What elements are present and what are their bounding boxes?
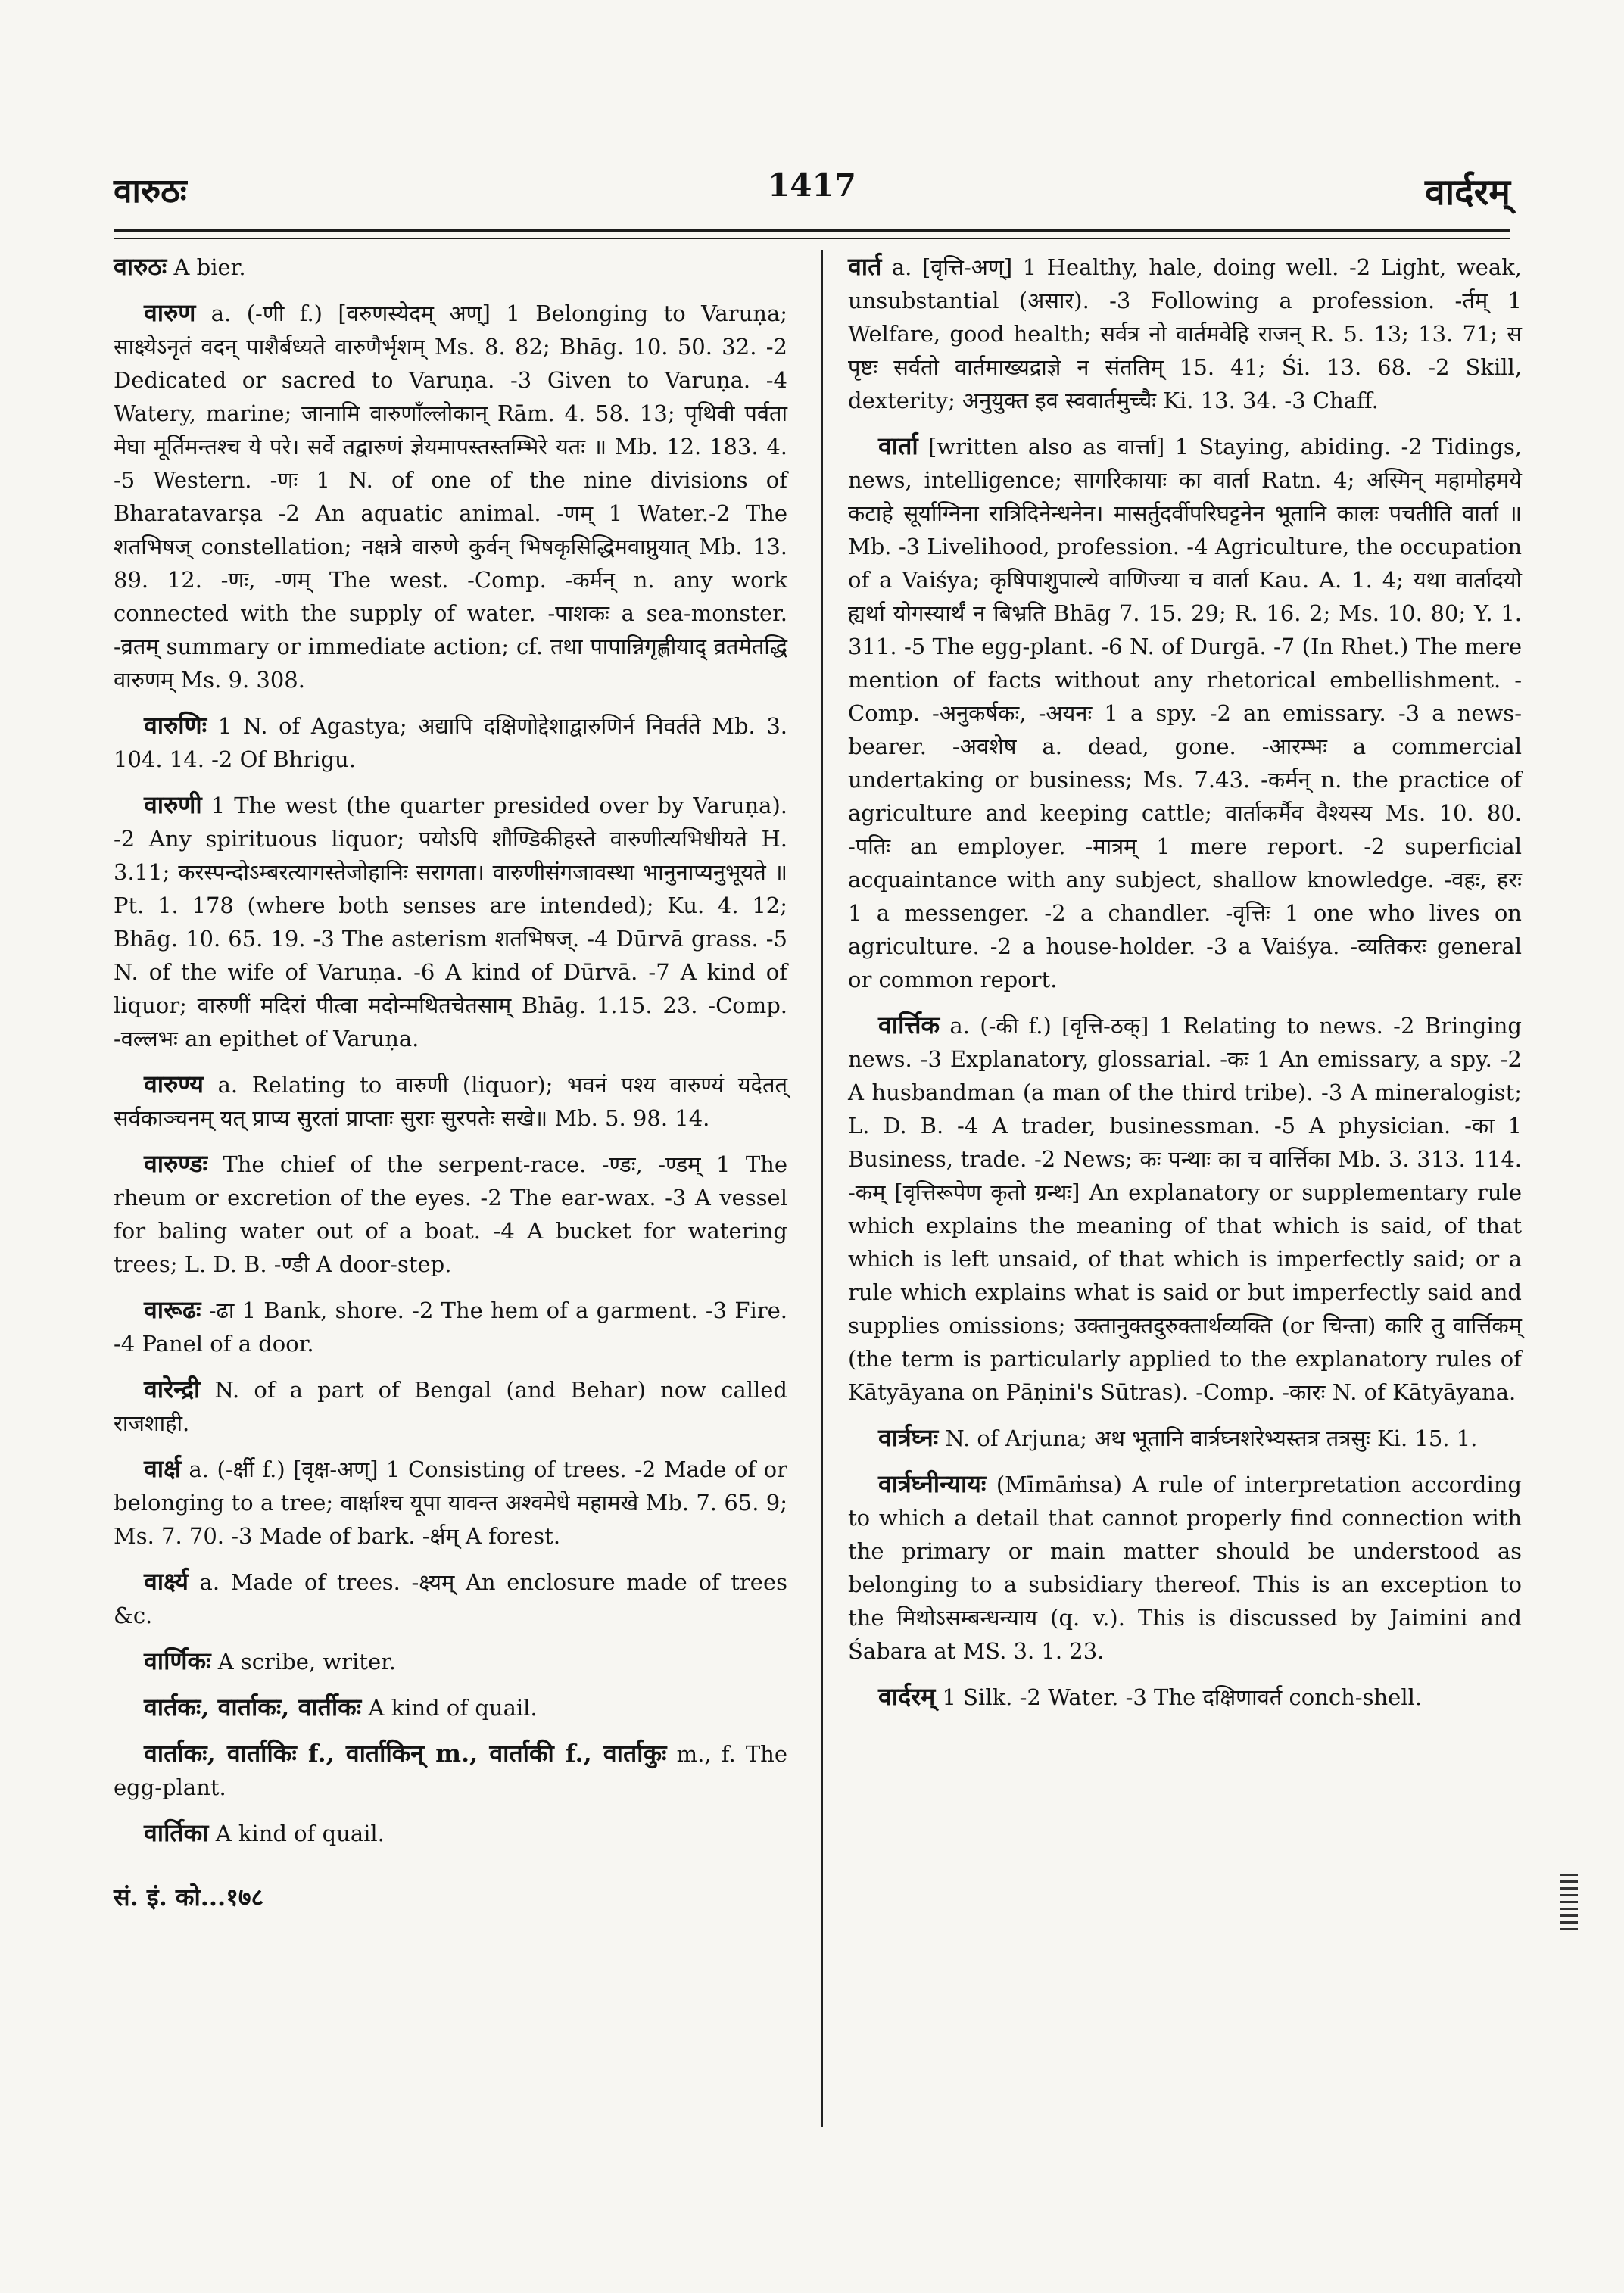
entry-headword: वार्तकः, वार्ताकः, वार्तीकः <box>144 1693 362 1721</box>
dictionary-entry <box>114 709 787 776</box>
entry-headword: वार्त <box>848 252 882 281</box>
dictionary-entry <box>114 1372 787 1440</box>
entry-text: N. of a part of Bengal (and Behar) now called राजशाही. <box>114 1377 787 1436</box>
dictionary-entry <box>114 1067 787 1135</box>
dictionary-entry <box>848 1467 1522 1668</box>
dictionary-entry <box>114 1690 787 1724</box>
entry-text: 1 N. of Agastya; अद्यापि दक्षिणोद्देशाद्वारुणिर्न निवर्तते Mb. 3. 104. 14. -2 Of Bhrigu. <box>114 713 787 772</box>
entry-headword: वार्त्रघ्नीन्यायः <box>878 1469 987 1498</box>
entry-text: A bier. <box>173 254 246 280</box>
entry-headword: वारुठः <box>114 252 167 281</box>
entry-text: (Mīmāṁsa) A rule of interpretation according to which a detail that cannot properly find connection with the primary or main matter should be understood as belonging to a subsidiary thereof. This is an exception to the मिथोऽसम्बन्धन्याय (q. v.). This is discussed by Jaimini and Śabara at MS. 3. 1. 23. <box>848 1472 1522 1664</box>
entry-headword: वार्क्ष्य <box>144 1567 189 1596</box>
entry-headword: वार्ताकः, वार्ताकिः f., वार्ताकिन् m., वार्ताकी f., वार्ताकुः <box>144 1739 667 1768</box>
dictionary-entry <box>848 1008 1522 1409</box>
entry-headword: वारुणिः <box>144 711 207 740</box>
page-header <box>114 167 1510 235</box>
entry-text: [written also as वार्त्ता] 1 Staying, abiding. -2 Tidings, news, intelligence; सागरिकायाः का वार्ता Ratn. 4; अस्मिन् महामोहमये कटाहे सूर्याग्निना रात्रिदिनेन्धनेन। मासर्तुदर्वीपरिघट्टनेन भूतानि कालः पचतीति वार्ता ॥ Mb. -3 Livelihood, profession. -4 Agriculture, the occupation of a Vaiśya; कृषिपाशुपाल्ये वाणिज्या च वार्ता Kau. A. 1. 4; यथा वार्तादयो ह्यर्था योगस्यार्थं न बिभ्रति Bhāg 7. 15. 29; R. 16. 2; Ms. 10. 80; Y. 1. 311. -5 The egg-plant. -6 N. of Durgā. -7 (In Rhet.) The mere mention of facts without any rhetorical embellishment. -Comp. -अनुकर्षकः, -अयनः 1 a spy. -2 an emissary. -3 a news-bearer. -अवशेष a. dead, gone. -आरम्भः a commercial undertaking or business; Ms. 7.43. -कर्मन् n. the practice of agriculture and keeping cattle; वार्ताकर्मैव वैश्यस्य Ms. 10. 80. -पतिः an employer. -मात्रम् 1 mere report. -2 superficial acquaintance with any subject, shallow knowledge. -वहः, हरः 1 a messenger. -2 a chandler. -वृत्तिः 1 one who lives on agriculture. -2 a house-holder. -3 a Vaiśya. -व्यतिकरः general or common report. <box>848 434 1523 992</box>
dictionary-entry <box>848 250 1522 417</box>
dictionary-entry <box>114 1147 787 1281</box>
dictionary-entry <box>114 1644 787 1678</box>
entry-text: -ढा 1 Bank, shore. -2 The hem of a garment. -3 Fire. -4 Panel of a door. <box>114 1298 788 1357</box>
dictionary-entry <box>114 1816 787 1850</box>
entry-headword: वारुण्डः <box>144 1149 208 1178</box>
signature-mark: सं. इं. को...१७८ <box>114 1883 264 1911</box>
entry-text: a. (-र्क्षी f.) [वृक्ष-अण्] 1 Consisting of trees. -2 Made of or belonging to a tree; वार्क्षाश्च यूपा यावन्त अश्वमेधे महामखे Mb. 7. 65. 9; Ms. 7. 70. -3 Made of bark. -र्क्षम् A forest. <box>114 1456 787 1549</box>
dictionary-entry <box>848 1680 1522 1714</box>
column-divider <box>821 250 823 2127</box>
entry-text: a. Made of trees. -क्ष्यम् An enclosure made of trees &c. <box>114 1569 788 1628</box>
margin-tick-mark <box>1560 1870 1578 1930</box>
entry-headword: वारेन्द्री <box>144 1375 201 1404</box>
entry-text: A kind of quail. <box>368 1695 538 1721</box>
right-column <box>848 250 1522 1726</box>
entry-text: m., f. The egg-plant. <box>114 1741 788 1800</box>
entry-text: The chief of the serpent-race. -ण्डः, -ण्डम् 1 The rheum or excretion of the eyes. -2 The ear-wax. -3 A vessel for baling water out of a boat. -4 A bucket for watering trees; L. D. B. -ण्डी A door-step. <box>114 1151 787 1277</box>
dictionary-entry <box>114 1565 787 1632</box>
entry-headword: वार्तिका <box>144 1818 209 1847</box>
left-column <box>114 250 787 1914</box>
left-running-headword: वारुठः <box>114 172 187 210</box>
right-running-headword: वार्दरम् <box>1425 171 1510 213</box>
page-number: 1417 <box>768 167 856 204</box>
dictionary-entry <box>848 1421 1522 1455</box>
entry-text: 1 Silk. -2 Water. -3 The दक्षिणावर्त conch-shell. <box>942 1684 1423 1710</box>
entry-text: a. Relating to वारुणी (liquor); भवनं पश्य वारुण्यं यदेतत् सर्वकाञ्चनम् यत् प्राप्य सुरतां प्राप्ताः सुराः सुरपतेः सखे॥ Mb. 5. 98. 14. <box>114 1072 787 1131</box>
dictionary-entry <box>114 250 787 284</box>
entry-headword: वारूढः <box>144 1295 201 1324</box>
dictionary-entry <box>114 788 787 1055</box>
entry-text: N. of Arjuna; अथ भूतानि वार्त्रघ्नशरेभ्यस्तत्र तत्रसुः Ki. 15. 1. <box>945 1425 1478 1451</box>
entry-headword: वार्णिकः <box>144 1647 211 1675</box>
dictionary-entry <box>114 1452 787 1553</box>
entry-headword: वार्त्तिक <box>878 1011 940 1039</box>
entry-headword: वारुण्य <box>144 1070 204 1098</box>
entry-headword: वार्दरम् <box>878 1682 936 1711</box>
entry-text: a. (-णी f.) [वरुणस्येदम् अण्] 1 Belonging to Varuṇa; साक्ष्येऽनृतं वदन् पाशैर्बध्यते वारुणैर्भृशम् Ms. 8. 82; Bhāg. 10. 50. 32. -2 Dedicated or sacred to Varuṇa. -3 Given to Varuṇa. -4 Watery, marine; जानामि वारुणाँल्लोकान् Rām. 4. 58. 13; पृथिवी पर्वता मेघा मूर्तिमन्तश्च ये परे। सर्वे तद्वारुणं ज्ञेयमापस्तस्तम्भिरे यतः ॥ Mb. 12. 183. 4. -5 Western. -णः 1 N. of one of the nine divisions of Bharatavarṣa -2 An aquatic animal. -णम् 1 Water.-2 The शतभिषज् constellation; नक्षत्रे वारुणे कुर्वन् भिषकृसिद्धिमवाप्नुयात् Mb. 13. 89. 12. -णः, -णम् The west. -Comp. -कर्मन् n. any work connected with the supply of water. -पाशकः a sea-monster. -व्रतम् summary or immediate action; cf. तथा पापान्निगृह्णीयाद् व्रतमेतद्धि वारुणम् Ms. 9. 308. <box>114 301 787 693</box>
dictionary-entry <box>114 296 787 696</box>
dictionary-entry <box>114 1737 787 1804</box>
entry-headword: वारुण <box>144 298 196 327</box>
entry-text: A kind of quail. <box>215 1821 385 1846</box>
entry-headword: वार्त्रघ्नः <box>878 1423 939 1452</box>
entry-headword: वार्क्ष <box>144 1454 182 1483</box>
entry-text: a. (-की f.) [वृत्ति-ठक्] 1 Relating to news. -2 Bringing news. -3 Explanatory, glossarial. -कः 1 An emissary, a spy. -2 A husbandman (a man of the third tribe). -3 A mineralogist; L. D. B. -4 A trader, businessman. -5 A physician. -का 1 Business, trade. -2 News; कः पन्थाः का च वार्त्तिका Mb. 3. 313. 114. -कम् [वृत्तिरूपेण कृतो ग्रन्थः] An explanatory or supplementary rule which explains the meaning of that which is said, of that which is left unsaid, of that which is imperfectly said; or a rule which explains what is said or but imperfectly said and supplies omissions; उक्तानुक्तदुरुक्तार्थव्यक्ति (or चिन्ता) कारि तु वार्त्तिकम् (the term is particularly applied to the explanatory rules of Kātyāyana on Pāṇini's Sūtras). -Comp. -कारः N. of Kātyāyana. <box>848 1013 1522 1405</box>
entry-text: a. [वृत्ति-अण्] 1 Healthy, hale, doing well. -2 Light, weak, unsubstantial (असार). -3 Following a profession. -र्तम् 1 Welfare, good health; सर्वत्र नो वार्तमवेहि राजन् R. 5. 13; 13. 71; स पृष्टः सर्वतो वार्तमाख्यद्राज्ञे न संततिम् 15. 41; Śi. 13. 68. -2 Skill, dexterity; अनुयुक्त इव स्ववार्तमुच्चैः Ki. 13. 34. -3 Chaff. <box>848 254 1523 413</box>
entry-headword: वारुणी <box>144 790 202 819</box>
header-rule <box>114 229 1510 239</box>
entry-text: 1 The west (the quarter presided over by Varuṇa). -2 Any spirituous liquor; पयोऽपि शौण्डिकीहस्ते वारुणीत्यभिधीयते H. 3.11; करस्पन्दोऽम्बरत्यागस्तेजोहानिः सरागता। वारुणीसंगजावस्था भानुनाप्यनुभूयते ॥ Pt. 1. 178 (where both senses are intended); Ku. 4. 12; Bhāg. 10. 65. 19. -3 The asterism शतभिषज्. -4 Dūrvā grass. -5 N. of the wife of Varuṇa. -6 A kind of Dūrvā. -7 A kind of liquor; वारुणीं मदिरां पीत्वा मदोन्मथितचेतसाम् Bhāg. 1.15. 23. -Comp. -वल्लभः an epithet of Varuṇa. <box>114 793 788 1051</box>
entry-headword: वार्ता <box>878 431 918 460</box>
entry-text: A scribe, writer. <box>217 1649 397 1675</box>
dictionary-entry <box>848 429 1522 996</box>
dictionary-entry <box>114 1293 787 1360</box>
